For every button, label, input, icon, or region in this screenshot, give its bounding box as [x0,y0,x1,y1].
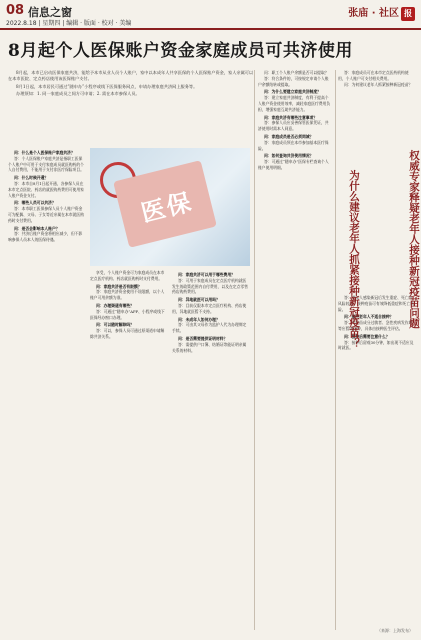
answer-text: 答：目前仅限本市定点医疗机构、药店使用，异地就医暂不支持。 [172,302,247,314]
column-2 [90,270,168,630]
intro-paragraph: 8月起，本市已启动医保家庭共济，能给予本市从业人员个人账户，家中以本成年人共享医保的个人医保账户资金，家人亲属可以在本市医院、定点药店使用该医保账户支付。 [8,70,254,82]
column-1 [8,148,86,628]
answer-text: 答：需提供户口簿、结婚证等能证明亲属关系的材料。 [172,341,247,353]
answer-text: 答：可由其父母作为监护人代为办理绑定手续。 [172,322,247,334]
answer-text: 答：个人医保账户家庭共济是指职工医保个人账户中可用于支付家庭成员就医购药的个人自付费用，不能用于支付非医疗保险项目。 [8,155,84,173]
medical-insurance-photo [90,148,250,266]
card-word: 医保 [138,187,196,228]
answer-text: 答：符合条件的，可按规定申请个人账户余额结转或提取。 [258,75,329,87]
logo-icon: 报 [401,7,415,21]
answer-text: 答：建立家庭共济制度，有利于提高个人账户资金使用效率，减轻家庭医疗费用负担，增强家庭互助共济能力。 [258,95,331,112]
answer-text: 答：家庭成员须在本市参加基本医疗保险。 [258,139,329,151]
question-text: 问：哪些老年人不适合接种？ [344,314,394,320]
question-text: 问：为什么要建立家庭共济制度？ [264,89,321,95]
question-text: 问：如何查询共济使用情况？ [264,153,314,159]
question-text: 问：接种后需要注意什么？ [344,333,390,339]
answer-text: 答：本市自8月1日起开通，各参保人员在本市定点医院、药店的就医购药费用可使用家人账户资金支付。 [8,180,84,198]
answer-text: 答：接种后留观30分钟，如出现不适应及时就医。 [338,339,414,351]
question-text: 问：家庭共济是否有限额？ [96,283,142,289]
answer-text: 答：参保人员应妥善保管医保凭证，共济使用时需本人同意。 [258,120,329,132]
intro-block [8,70,256,99]
masthead-label [348,4,415,21]
question-text: 问：异地就医可以用吗？ [178,297,220,303]
source-note: （来源：上海发布） [377,628,413,633]
article-subtitle-vertical: 为什么建议老年人抓紧接种新冠疫苗？ [348,170,360,349]
answer-text: 答：老年人感染新冠后发生重症、死亡的风险较高，接种疫苗可有效降低重症和死亡风险。 [338,295,414,312]
answer-text: 问：职工个人账户余额是否可以提取？ [264,70,329,75]
intro-paragraph: 8月1日起，本市居民可通过“随申办”小程序或线下医保服务网点，申请办理家庭共济网上服务等。 [16,83,198,89]
answer-text: 享受，个人账户资金可为家庭成员在本市定点医疗机构、药店就医购药时支付费用。 [90,270,165,281]
section-title: 信息之窗 [28,6,72,19]
answer-text: 答：家庭共济资金使用不设限额，以个人账户可用余额为准。 [90,289,165,301]
column-3 [172,270,250,630]
answer-text: 问：为何建议老年人抓紧接种新冠疫苗？ [344,81,413,87]
question-text: 问：哪些人员可以共济？ [14,200,56,206]
answer-text: 答：家庭成员可在本市定点医药机构使用，个人账户可支付相关费用。 [338,70,409,81]
question-text: 问：家庭共济有哪些注意事项？ [264,114,318,120]
question-text: 问：未成年人如何办理？ [178,316,220,322]
date-line: 2022.8.18 | 星期四 | 编辑 · 版面 · 校对 · 美编 [6,20,132,27]
masthead-text: 张庙 · 社区 [348,8,399,19]
question-text: 问：办理渠道有哪些？ [96,302,134,308]
answer-text: 答：对疫苗成分过敏者、急性疾病发作期等应暂缓接种，具体由接种医生评估。 [338,320,413,331]
answer-text: 答：共济后账户资金将相应减少，但不影响参保人员本人的医保待遇。 [8,231,83,243]
headline: 8月起个人医保账户资金家庭成员可共济使用 [8,41,353,61]
question-text: 问：家庭共济可以用于哪些费用？ [178,272,235,277]
page-number: 08 [6,3,25,18]
answer-text: 答：可以，参保人员可通过原渠道申请解除共济关系。 [90,328,165,339]
answer-text: 答：可通过“随申办”医保专栏查询个人账户使用明细。 [258,159,329,170]
column-divider [335,70,336,630]
answer-text: 答：可用于家庭成员在定点医疗机构就医发生的政策范围内自付费用，以及在定点零售药店购药费用。 [172,277,248,295]
question-text: 问：家庭成员是否必须同城？ [264,133,314,139]
page-header [0,0,421,30]
question-text: 问：什么是个人医保账户家庭共济？ [14,150,75,155]
answer-text: 答：可通过“随申办”APP、小程序或线下医保经办窗口办理。 [90,308,165,320]
question-text: 问：可以随时解除吗？ [96,322,134,328]
article-title-vertical: 权威专家释疑老年人接种新冠疫苗问题 [408,150,420,329]
question-text: 问：什么时候开通？ [14,175,49,181]
question-text: 问：是否需要提供证明材料？ [178,335,228,341]
intro-paragraph: 办理须知：1. 同一家庭成员之间方可申请；2. 需在本市参保人员。 [16,91,140,97]
column-divider [254,70,255,630]
column-4 [258,70,332,630]
question-text: 问：是否会影响本人账户？ [14,225,60,231]
answer-text: 答：本市职工医保参保人员个人账户资金可为配偶、父母、子女等近亲属在本市就医购药时支付费用。 [8,206,84,223]
